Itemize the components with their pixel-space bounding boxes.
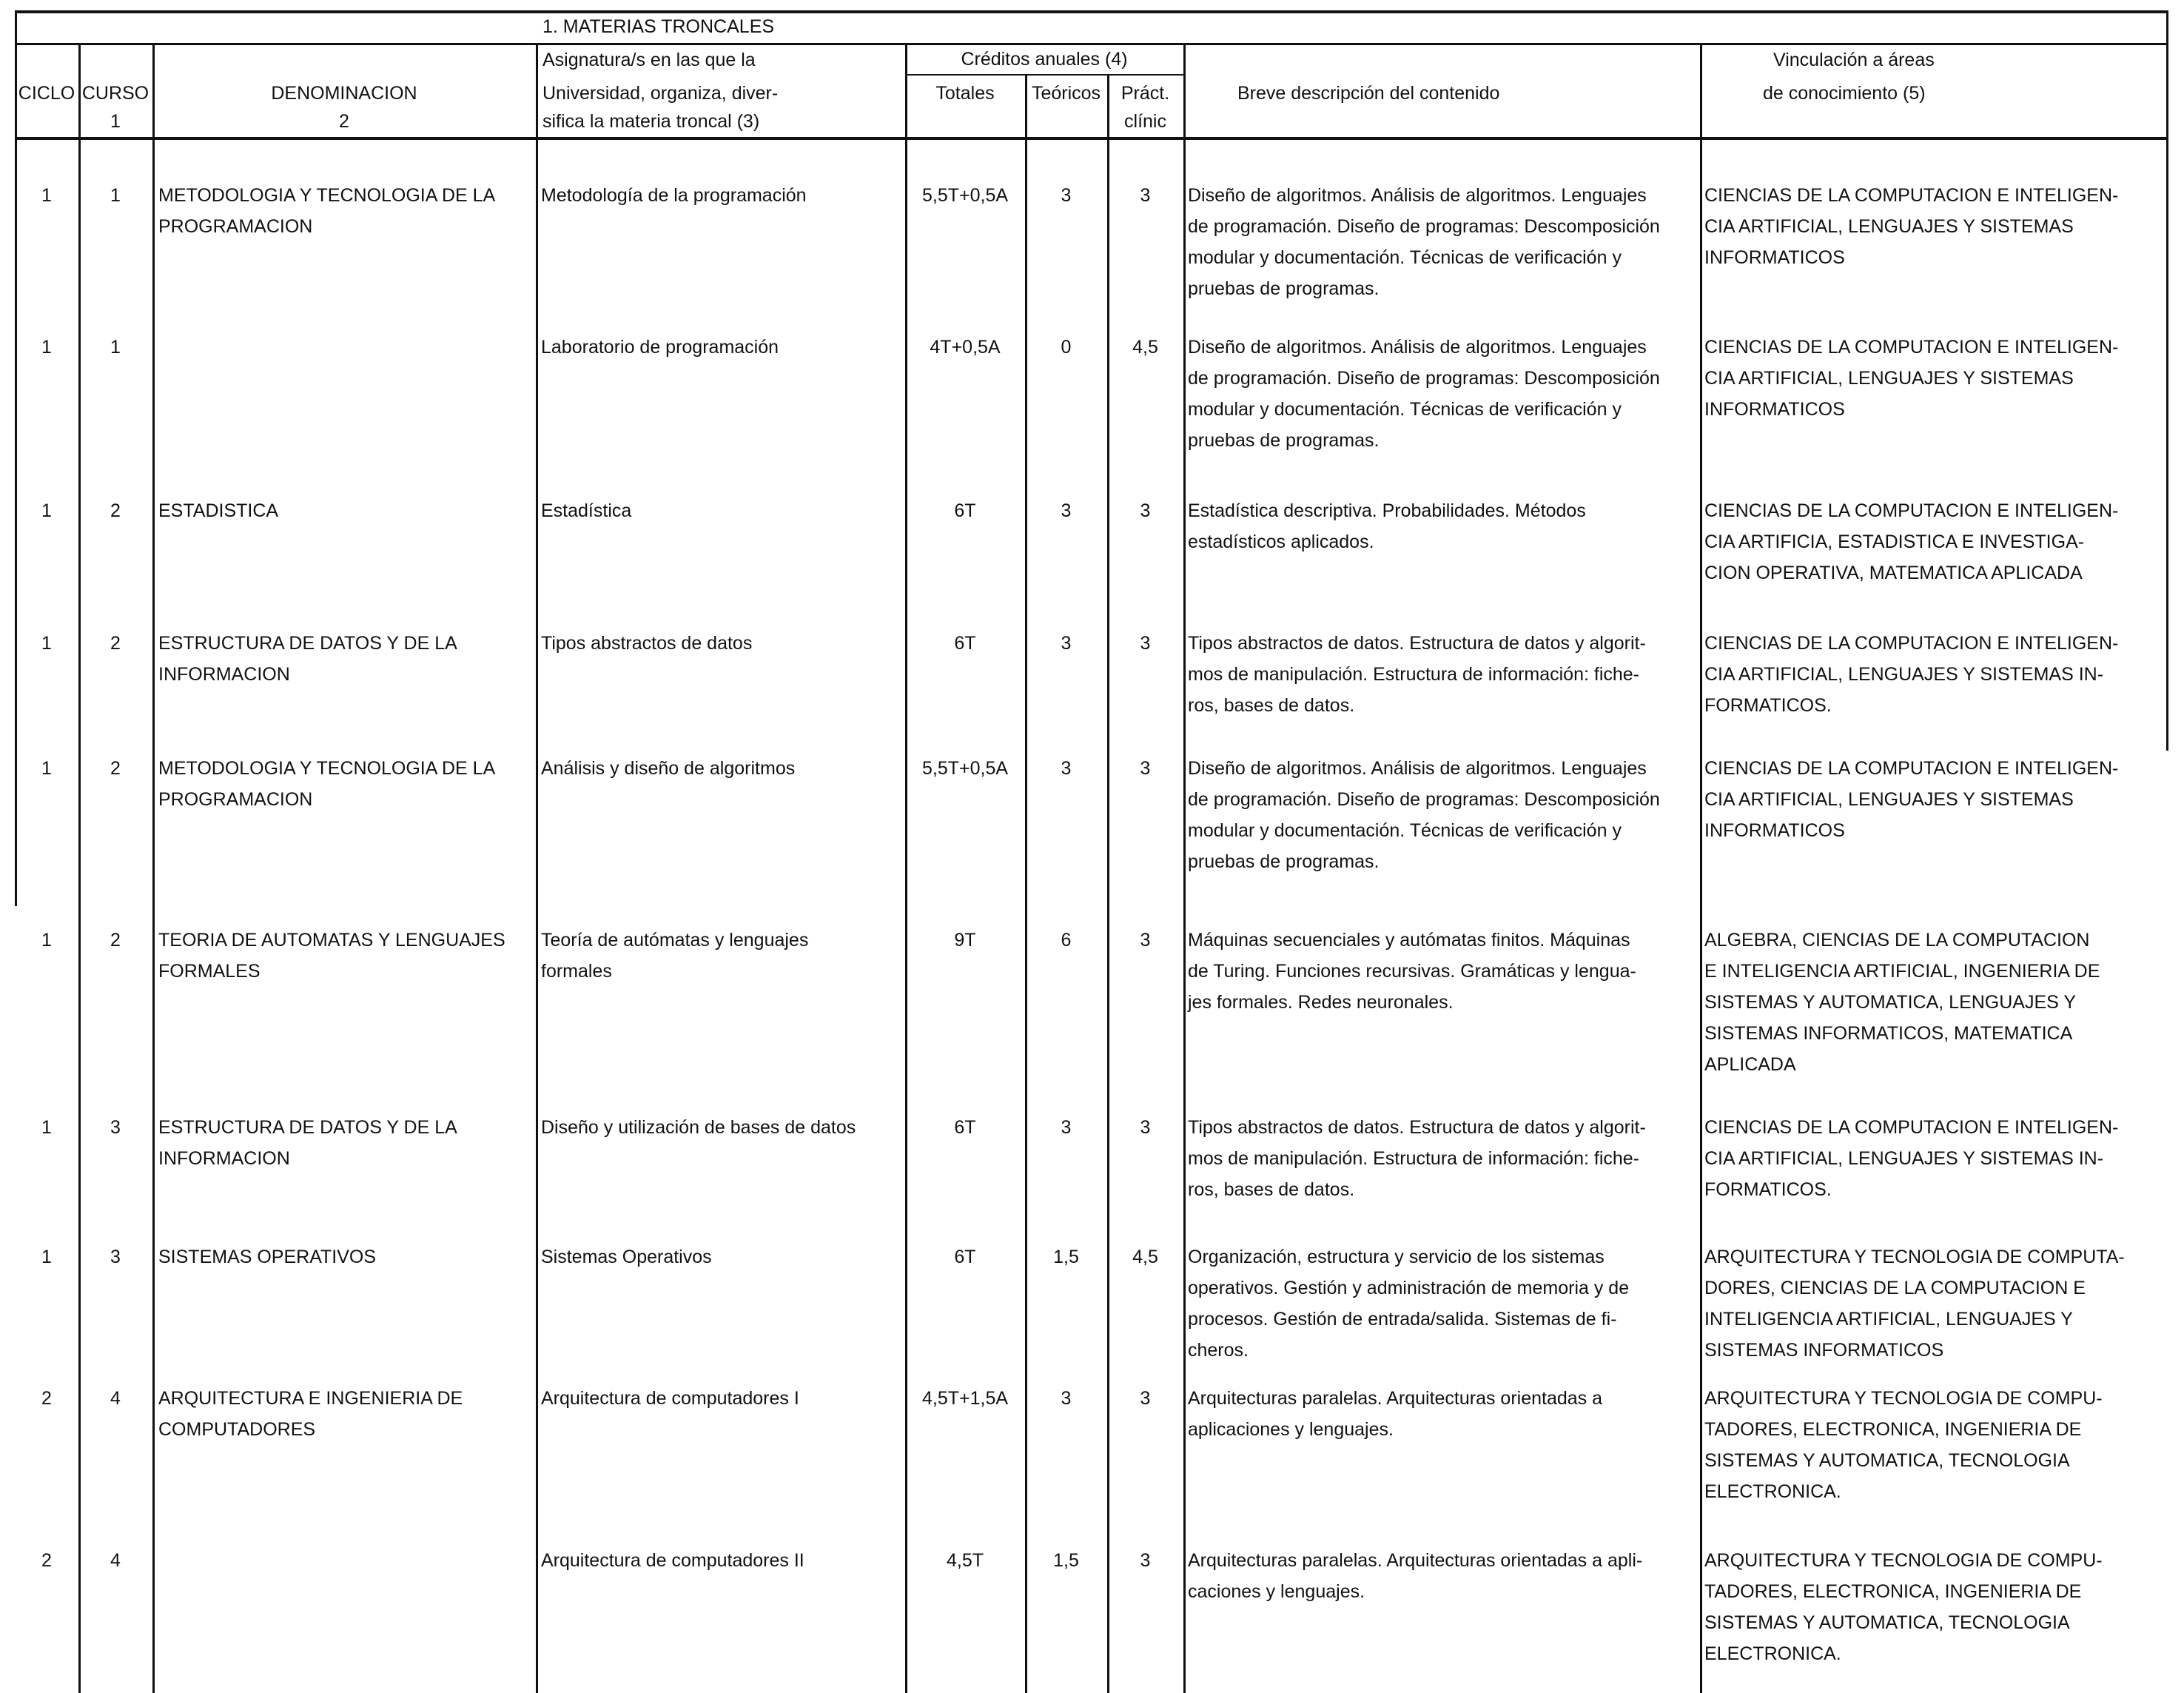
cell-descripcion-line: modular y documentación. Técnicas de verificación y (1188, 399, 1622, 420)
cell-descripcion-line: Tipos abstractos de datos. Estructura de datos y algorit- (1188, 1117, 1646, 1138)
cell-vinculacion-line: CIA ARTIFICIA, ESTADISTICA E INVESTIGA- (1704, 532, 2085, 552)
cell-denominacion-line: ARQUITECTURA E INGENIERIA DE (158, 1388, 463, 1409)
cell-denominacion-line: FORMALES (158, 961, 261, 982)
cell-practicos: 3 (1140, 1388, 1151, 1409)
cell-descripcion-line: estadísticos aplicados. (1188, 532, 1374, 552)
cell-asignatura-line: Sistemas Operativos (541, 1247, 712, 1267)
cell-ciclo: 2 (41, 1388, 52, 1409)
cell-descripcion-line: Diseño de algoritmos. Análisis de algoritmos. Lenguajes (1188, 185, 1647, 206)
cell-denominacion-line: METODOLOGIA Y TECNOLOGIA DE LA (158, 758, 496, 779)
header-totales: Totales (935, 83, 995, 104)
cell-descripcion-line: pruebas de programas. (1188, 851, 1380, 872)
cell-vinculacion-line: CIA ARTIFICIAL, LENGUAJES Y SISTEMAS (1704, 789, 2074, 810)
cell-descripcion-line: Arquitecturas paralelas. Arquitecturas orientadas a apli- (1188, 1550, 1643, 1571)
cell-descripcion-line: modular y documentación. Técnicas de verificación y (1188, 820, 1622, 841)
cell-vinculacion-line: CIENCIAS DE LA COMPUTACION E INTELIGEN- (1704, 758, 2119, 779)
cell-curso: 3 (110, 1247, 121, 1267)
cell-vinculacion-line: ARQUITECTURA Y TECNOLOGIA DE COMPU- (1704, 1550, 2103, 1571)
cell-practicos: 3 (1140, 1117, 1151, 1138)
cell-totales: 5,5T+0,5A (921, 185, 1009, 206)
header-pract-l2: clínic (1124, 111, 1166, 132)
header-curso-num: 1 (110, 111, 121, 132)
cell-teoricos: 3 (1061, 500, 1072, 521)
cell-practicos: 4,5 (1132, 337, 1158, 358)
rule-denom-asig (536, 43, 538, 1693)
cell-totales: 4T+0,5A (930, 337, 1001, 358)
cell-descripcion-line: Estadística descriptiva. Probabilidades. Métodos (1188, 500, 1586, 521)
cell-practicos: 3 (1140, 500, 1151, 521)
cell-ciclo: 1 (41, 1247, 52, 1267)
cell-asignatura-line: Arquitectura de computadores I (541, 1388, 799, 1409)
cell-vinculacion-line: CIENCIAS DE LA COMPUTACION E INTELIGEN- (1704, 1117, 2119, 1138)
cell-ciclo: 1 (41, 1117, 52, 1138)
cell-denominacion-line: PROGRAMACION (158, 789, 313, 810)
cell-curso: 2 (110, 633, 121, 654)
header-ciclo: CICLO (18, 83, 75, 104)
cell-practicos: 4,5 (1132, 1247, 1158, 1267)
cell-totales: 4,5T+1,5A (921, 1388, 1009, 1409)
cell-vinculacion-line: FORMATICOS. (1704, 1179, 1832, 1200)
cell-curso: 2 (110, 500, 121, 521)
cell-curso: 4 (110, 1388, 121, 1409)
cell-ciclo: 1 (41, 758, 52, 779)
cell-asignatura-line: Teoría de autómatas y lenguajes (541, 930, 809, 951)
cell-denominacion-line: INFORMACION (158, 1148, 290, 1169)
cell-asignatura-line: Análisis y diseño de algoritmos (541, 758, 796, 779)
cell-teoricos: 1,5 (1053, 1550, 1079, 1571)
header-denominacion-num: 2 (339, 111, 349, 132)
cell-vinculacion-line: CIENCIAS DE LA COMPUTACION E INTELIGEN- (1704, 633, 2119, 654)
cell-curso: 4 (110, 1550, 121, 1571)
cell-totales: 6T (954, 1117, 976, 1138)
cell-practicos: 3 (1140, 758, 1151, 779)
cell-practicos: 3 (1140, 633, 1151, 654)
cell-totales: 6T (954, 500, 976, 521)
cell-descripcion-line: operativos. Gestión y administración de memoria y de (1188, 1278, 1630, 1298)
cell-vinculacion-line: INFORMATICOS (1704, 247, 1845, 268)
header-vinculacion-l1: Vinculación a áreas (1773, 50, 1935, 70)
cell-curso: 2 (110, 758, 121, 779)
cell-descripcion-line: mos de manipulación. Estructura de información: fiche- (1188, 664, 1640, 685)
cell-vinculacion-line: CION OPERATIVA, MATEMATICA APLICADA (1704, 563, 2083, 583)
header-asignatura-l1: Asignatura/s en las que la (542, 50, 756, 70)
cell-descripcion-line: caciones y lenguajes. (1188, 1581, 1365, 1602)
cell-teoricos: 3 (1061, 633, 1072, 654)
cell-vinculacion-line: TADORES, ELECTRONICA, INGENIERIA DE (1704, 1419, 2082, 1440)
rule-header-bottom (15, 137, 2168, 140)
rule-teor-pract (1107, 74, 1109, 1693)
cell-descripcion-line: de programación. Diseño de programas: Descomposición (1188, 216, 1660, 237)
cell-curso: 3 (110, 1117, 121, 1138)
cell-asignatura-line: Tipos abstractos de datos (541, 633, 753, 654)
cell-vinculacion-line: CIA ARTIFICIAL, LENGUAJES Y SISTEMAS IN- (1704, 1148, 2104, 1169)
cell-descripcion-line: cheros. (1188, 1340, 1249, 1361)
cell-asignatura-line: Laboratorio de programación (541, 337, 779, 358)
cell-descripcion-line: Máquinas secuenciales y autómatas finitos. Máquinas (1188, 930, 1630, 951)
cell-vinculacion-line: ALGEBRA, CIENCIAS DE LA COMPUTACION (1704, 930, 2090, 951)
cell-vinculacion-line: ELECTRONICA. (1704, 1643, 1841, 1664)
cell-descripcion-line: mos de manipulación. Estructura de información: fiche- (1188, 1148, 1640, 1169)
cell-vinculacion-line: SISTEMAS Y AUTOMATICA, LENGUAJES Y (1704, 992, 2077, 1013)
cell-ciclo: 1 (41, 633, 52, 654)
cell-vinculacion-line: CIA ARTIFICIAL, LENGUAJES Y SISTEMAS (1704, 216, 2074, 237)
cell-teoricos: 3 (1061, 758, 1072, 779)
cell-descripcion-line: procesos. Gestión de entrada/salida. Sistemas de fi- (1188, 1309, 1617, 1330)
rule-asig-totales (905, 43, 907, 1693)
cell-vinculacion-line: TADORES, ELECTRONICA, INGENIERIA DE (1704, 1581, 2082, 1602)
cell-descripcion-line: Arquitecturas paralelas. Arquitecturas orientadas a (1188, 1388, 1603, 1409)
cell-asignatura-line: Arquitectura de computadores II (541, 1550, 804, 1571)
cell-denominacion-line: ESTRUCTURA DE DATOS Y DE LA (158, 633, 457, 654)
cell-vinculacion-line: SISTEMAS INFORMATICOS (1704, 1340, 1944, 1361)
header-teoricos: Teóricos (1031, 83, 1101, 104)
cell-descripcion-line: de programación. Diseño de programas: Descomposición (1188, 789, 1660, 810)
cell-curso: 2 (110, 930, 121, 951)
cell-vinculacion-line: CIENCIAS DE LA COMPUTACION E INTELIGEN- (1704, 185, 2119, 206)
cell-descripcion-line: ros, bases de datos. (1188, 695, 1355, 716)
cell-ciclo: 1 (41, 185, 52, 206)
cell-totales: 9T (954, 930, 976, 951)
cell-descripcion-line: de programación. Diseño de programas: Descomposición (1188, 368, 1660, 389)
cell-ciclo: 2 (41, 1550, 52, 1571)
cell-vinculacion-line: ELECTRONICA. (1704, 1481, 1841, 1502)
cell-denominacion-line: ESTRUCTURA DE DATOS Y DE LA (158, 1117, 457, 1138)
cell-vinculacion-line: ARQUITECTURA Y TECNOLOGIA DE COMPUTA- (1704, 1247, 2125, 1267)
cell-descripcion-line: Diseño de algoritmos. Análisis de algoritmos. Lenguajes (1188, 337, 1647, 358)
cell-vinculacion-line: SISTEMAS Y AUTOMATICA, TECNOLOGIA (1704, 1612, 2070, 1633)
cell-descripcion-line: jes formales. Redes neuronales. (1188, 992, 1454, 1013)
header-descripcion: Breve descripción del contenido (1237, 83, 1500, 104)
header-denominacion: DENOMINACION (271, 83, 417, 104)
header-pract-l1: Práct. (1120, 83, 1170, 104)
header-vinculacion-l2: de conocimiento (5) (1763, 83, 1926, 104)
cell-teoricos: 3 (1061, 185, 1072, 206)
cell-practicos: 3 (1140, 185, 1151, 206)
rule-curso-denom (152, 43, 155, 1693)
cell-vinculacion-line: INFORMATICOS (1704, 399, 1845, 420)
cell-denominacion-line: PROGRAMACION (158, 216, 313, 237)
cell-vinculacion-line: E INTELIGENCIA ARTIFICIAL, INGENIERIA DE (1704, 961, 2100, 982)
cell-totales: 4,5T (946, 1550, 984, 1571)
cell-asignatura-line: Diseño y utilización de bases de datos (541, 1117, 856, 1138)
cell-curso: 1 (110, 337, 121, 358)
cell-ciclo: 1 (41, 500, 52, 521)
cell-asignatura-line: Estadística (541, 500, 632, 521)
cell-denominacion-line: TEORIA DE AUTOMATAS Y LENGUAJES (158, 930, 505, 951)
cell-totales: 6T (954, 1247, 976, 1267)
rule-totales-teor (1025, 74, 1027, 1693)
cell-vinculacion-line: INFORMATICOS (1704, 820, 1845, 841)
cell-teoricos: 1,5 (1053, 1247, 1079, 1267)
cell-ciclo: 1 (41, 930, 52, 951)
cell-vinculacion-line: FORMATICOS. (1704, 695, 1832, 716)
cell-vinculacion-line: INTELIGENCIA ARTIFICIAL, LENGUAJES Y (1704, 1309, 2073, 1330)
header-asignatura-l3: sifica la materia troncal (3) (542, 111, 760, 132)
rule-desc-vinc (1700, 43, 1702, 1693)
cell-totales: 5,5T+0,5A (921, 758, 1009, 779)
rule-right (2166, 10, 2168, 751)
cell-teoricos: 3 (1061, 1117, 1072, 1138)
cell-teoricos: 0 (1061, 337, 1072, 358)
cell-denominacion-line: ESTADISTICA (158, 500, 279, 521)
cell-descripcion-line: Organización, estructura y servicio de los sistemas (1188, 1247, 1605, 1267)
cell-denominacion-line: METODOLOGIA Y TECNOLOGIA DE LA (158, 185, 496, 206)
cell-teoricos: 6 (1061, 930, 1072, 951)
cell-denominacion-line: COMPUTADORES (158, 1419, 316, 1440)
rule-ciclo-curso (78, 43, 81, 1693)
cell-vinculacion-line: DORES, CIENCIAS DE LA COMPUTACION E (1704, 1278, 2086, 1298)
cell-vinculacion-line: APLICADA (1704, 1054, 1796, 1075)
cell-vinculacion-line: SISTEMAS Y AUTOMATICA, TECNOLOGIA (1704, 1450, 2070, 1471)
rule-creditos (905, 74, 1185, 76)
cell-denominacion-line: INFORMACION (158, 664, 290, 685)
cell-vinculacion-line: SISTEMAS INFORMATICOS, MATEMATICA (1704, 1023, 2073, 1044)
cell-descripcion-line: Diseño de algoritmos. Análisis de algoritmos. Lenguajes (1188, 758, 1647, 779)
cell-descripcion-line: ros, bases de datos. (1188, 1179, 1355, 1200)
cell-vinculacion-line: ARQUITECTURA Y TECNOLOGIA DE COMPU- (1704, 1388, 2103, 1409)
cell-teoricos: 3 (1061, 1388, 1072, 1409)
cell-denominacion-line: SISTEMAS OPERATIVOS (158, 1247, 377, 1267)
cell-curso: 1 (110, 185, 121, 206)
header-asignatura-l2: Universidad, organiza, diver- (542, 83, 779, 104)
cell-vinculacion-line: CIA ARTIFICIAL, LENGUAJES Y SISTEMAS (1704, 368, 2074, 389)
cell-descripcion-line: de Turing. Funciones recursivas. Gramáticas y lengua- (1188, 961, 1636, 982)
section-title: 1. MATERIAS TRONCALES (542, 16, 775, 37)
header-curso: CURSO (81, 83, 149, 104)
rule-pract-desc (1183, 43, 1186, 1693)
cell-vinculacion-line: CIENCIAS DE LA COMPUTACION E INTELIGEN- (1704, 337, 2119, 358)
cell-vinculacion-line: CIENCIAS DE LA COMPUTACION E INTELIGEN- (1704, 500, 2119, 521)
cell-practicos: 3 (1140, 1550, 1151, 1571)
cell-asignatura-line: formales (541, 961, 612, 982)
cell-practicos: 3 (1140, 930, 1151, 951)
cell-descripcion-line: Tipos abstractos de datos. Estructura de datos y algorit- (1188, 633, 1646, 654)
cell-ciclo: 1 (41, 337, 52, 358)
rule-top (15, 10, 2168, 13)
header-creditos: Créditos anuales (4) (961, 49, 1128, 70)
cell-descripcion-line: pruebas de programas. (1188, 430, 1380, 451)
cell-asignatura-line: Metodología de la programación (541, 185, 807, 206)
cell-descripcion-line: pruebas de programas. (1188, 278, 1380, 299)
cell-descripcion-line: aplicaciones y lenguajes. (1188, 1419, 1394, 1440)
cell-descripcion-line: modular y documentación. Técnicas de verificación y (1188, 247, 1622, 268)
cell-totales: 6T (954, 633, 976, 654)
cell-vinculacion-line: CIA ARTIFICIAL, LENGUAJES Y SISTEMAS IN- (1704, 664, 2104, 685)
